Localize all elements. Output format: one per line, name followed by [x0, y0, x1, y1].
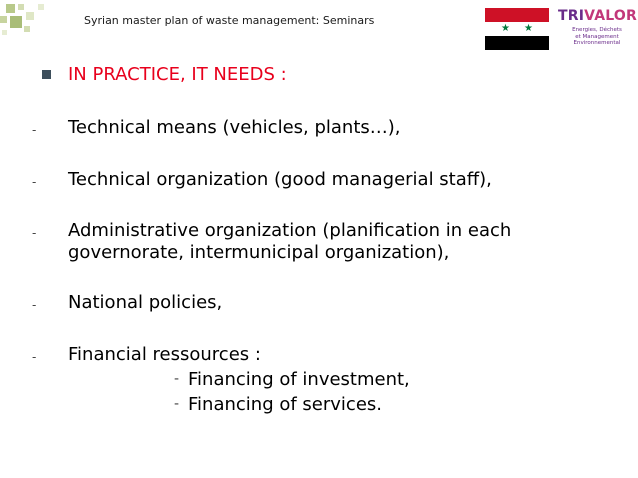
deco-square	[0, 16, 7, 23]
list-item: Financial ressources :	[68, 344, 261, 365]
deco-square	[10, 16, 22, 28]
list-item-line: Administrative organization (planification in each	[68, 220, 512, 241]
decorative-squares	[0, 0, 64, 40]
square-bullet-icon	[42, 70, 51, 79]
deco-square	[6, 4, 15, 13]
list-item: Technical organization (good managerial staff),	[68, 169, 492, 190]
dash-bullet: -	[174, 396, 180, 412]
dash-bullet: -	[32, 226, 37, 240]
sub-list-item: Financing of services.	[188, 394, 382, 415]
logo-name-part1: TRI	[558, 8, 585, 24]
sub-list-item: Financing of investment,	[188, 369, 410, 390]
logo-tagline-line: Energies, Déchets	[572, 27, 622, 33]
deco-square	[24, 26, 30, 32]
star-icon: ★	[524, 23, 533, 34]
deco-square	[38, 4, 44, 10]
dash-bullet: -	[32, 123, 37, 137]
deco-square	[26, 12, 34, 20]
syrian-flag	[485, 8, 549, 50]
list-item-line: governorate, intermunicipal organization),	[68, 242, 450, 263]
logo-tagline	[558, 27, 636, 47]
header-title: Syrian master plan of waste management: Seminars	[84, 14, 375, 27]
logo-name	[558, 8, 636, 24]
list-item	[68, 220, 511, 264]
deco-square	[18, 4, 24, 10]
deco-square	[2, 30, 7, 35]
logo-tagline-line: et Management	[575, 33, 619, 40]
star-icon: ★	[501, 23, 510, 34]
flag-red-band	[485, 8, 549, 22]
dash-bullet: -	[174, 371, 180, 387]
logo-tagline-line: Environnemental	[573, 40, 621, 46]
flag-black-band	[485, 36, 549, 50]
list-item: Technical means (vehicles, plants…),	[68, 117, 401, 138]
logo-name-part2: VALOR	[584, 8, 637, 24]
flag-stars	[485, 22, 549, 36]
dash-bullet: -	[32, 298, 37, 312]
dash-bullet: -	[32, 175, 37, 189]
list-item: National policies,	[68, 292, 223, 313]
slide-heading: IN PRACTICE, IT NEEDS :	[68, 64, 287, 85]
trivalor-logo	[558, 8, 636, 47]
dash-bullet: -	[32, 350, 37, 364]
